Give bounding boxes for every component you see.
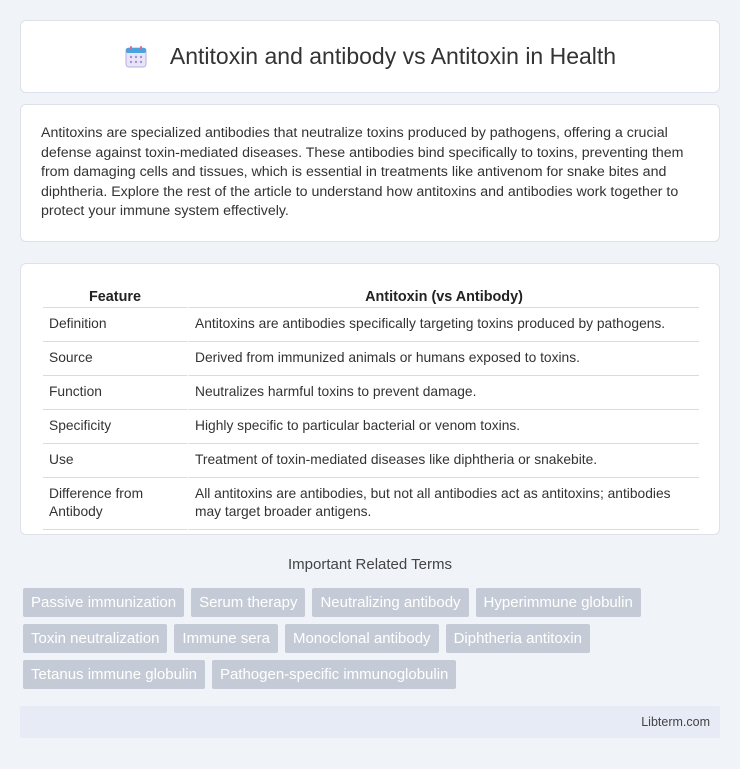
table-row [43,342,699,376]
comparison-table-card [20,263,720,535]
tag-row [23,660,723,689]
table-header-row [43,286,699,308]
tag-monoclonal-antibody[interactable]: Monoclonal antibody [285,624,439,653]
feature-header: Feature [43,286,187,308]
footer-site-link[interactable]: Libterm.com [641,715,710,729]
tag-toxin-neutralization[interactable]: Toxin neutralization [23,624,167,653]
table-row [43,376,699,410]
value-cell: Antitoxins are antibodies specifically targeting toxins produced by pathogens. [187,308,699,342]
title-card [20,20,720,93]
related-terms-title: Important Related Terms [288,556,452,573]
feature-cell: Use [43,444,187,478]
tag-passive-immunization[interactable]: Passive immunization [23,588,184,617]
feature-cell: Definition [43,308,187,342]
value-cell: Neutralizes harmful toxins to prevent damage. [187,376,699,410]
tag-row [23,588,723,617]
value-cell: All antitoxins are antibodies, but not all antibodies act as antitoxins; antibodies may target broader antigens. [187,478,699,530]
related-terms-list [23,588,723,696]
intro-text: Antitoxins are specialized antibodies that neutralize toxins produced by pathogens, offering a crucial defense against toxin-mediated diseases. These antibodies bind specifically to toxins, preventing them from damaging cells and tissues, which is essential in treatments like antivenom for snake bites and diphtheria. Explore the rest of the article to understand how antitoxins and antibodies work together to protect your immune system effectively. [41,125,684,220]
feature-cell: Function [43,376,187,410]
tag-serum-therapy[interactable]: Serum therapy [191,588,305,617]
feature-cell: Specificity [43,410,187,444]
table-row [43,410,699,444]
tag-neutralizing-antibody[interactable]: Neutralizing antibody [312,588,468,617]
value-cell: Treatment of toxin-mediated diseases like diphtheria or snakebite. [187,444,699,478]
footer [20,706,720,738]
comparison-table [43,286,699,530]
table-row [43,478,699,530]
tag-diphtheria-antitoxin[interactable]: Diphtheria antitoxin [446,624,590,653]
tag-immune-sera[interactable]: Immune sera [174,624,278,653]
table-row [43,308,699,342]
page-title: Antitoxin and antibody vs Antitoxin in Health [169,43,617,69]
value-cell: Derived from immunized animals or humans exposed to toxins. [187,342,699,376]
tag-pathogen-specific-immunoglobulin[interactable]: Pathogen-specific immunoglobulin [212,660,456,689]
intro-card [20,104,720,242]
tag-row [23,624,723,653]
feature-cell: Source [43,342,187,376]
tag-hyperimmune-globulin[interactable]: Hyperimmune globulin [476,588,641,617]
feature-cell: Difference from Antibody [43,478,187,530]
table-row [43,444,699,478]
value-cell: Highly specific to particular bacterial or venom toxins. [187,410,699,444]
antitoxin-header: Antitoxin (vs Antibody) [187,286,699,308]
tag-tetanus-immune-globulin[interactable]: Tetanus immune globulin [23,660,205,689]
calendar-icon [124,45,148,69]
